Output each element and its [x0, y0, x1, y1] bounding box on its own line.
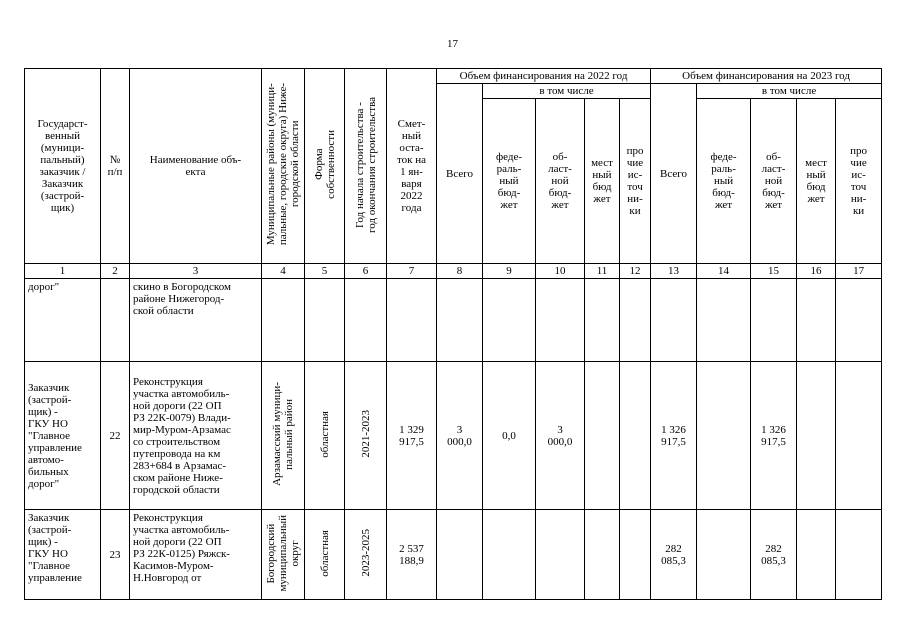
cell-customer: дорог"	[25, 279, 101, 362]
col-num-11: 11	[585, 264, 620, 279]
cell-num	[101, 279, 130, 362]
header-financing-2022-text: Объем финансирования на 2022 год	[459, 70, 628, 82]
cell-2023-other	[836, 279, 882, 362]
header-2022-local-text: мест ный бюд жет	[591, 157, 613, 205]
header-2023-other-text: про чие ис- точ ни- ки	[850, 145, 868, 217]
header-2022-other	[620, 99, 651, 264]
cell-2022-other	[620, 510, 651, 600]
header-years-text: Год начала строительства - год окончания строительства	[353, 96, 378, 233]
table-row	[25, 510, 882, 600]
col-num-2: 2	[101, 264, 130, 279]
cell-years-text: 2021-2023	[359, 410, 372, 458]
cell-district	[262, 510, 305, 600]
cell-balance	[387, 279, 437, 362]
cell-2023-regional: 1 326 917,5	[751, 362, 797, 510]
cell-ownership	[305, 279, 345, 362]
cell-2022-regional	[536, 279, 585, 362]
table-row	[25, 279, 882, 362]
header-2022-regional-text: об- ласт- ной бюд- жет	[548, 151, 572, 211]
header-2022-including	[483, 84, 651, 99]
col-num-15: 15	[751, 264, 797, 279]
cell-2022-local	[585, 362, 620, 510]
cell-ownership	[305, 362, 345, 510]
cell-2022-local	[585, 510, 620, 600]
cell-2023-total	[651, 279, 697, 362]
column-numbers-row	[25, 264, 882, 279]
col-num-13: 13	[651, 264, 697, 279]
cell-2022-federal	[483, 510, 536, 600]
col-num-9: 9	[483, 264, 536, 279]
header-2022-total-text: Всего	[446, 167, 473, 180]
cell-2023-total: 1 326 917,5	[651, 362, 697, 510]
cell-years-text: 2023-2025	[359, 529, 372, 577]
cell-ownership-text: областная	[318, 410, 331, 458]
header-estimated-balance-text: Смет- ный оста- ток на 1 ян- варя 2022 года	[396, 118, 427, 214]
cell-2022-federal: 0,0	[483, 362, 536, 510]
header-2022-total	[437, 84, 483, 264]
cell-customer: Заказчик (застрой- щик) - ГКУ НО "Главное управление	[25, 510, 101, 600]
cell-years	[345, 362, 387, 510]
cell-2023-local	[797, 279, 836, 362]
cell-2023-local	[797, 362, 836, 510]
header-2023-federal	[697, 99, 751, 264]
cell-ownership	[305, 510, 345, 600]
cell-num: 23	[101, 510, 130, 600]
header-2023-local-text: мест ный бюд жет	[805, 157, 827, 205]
header-2023-including-text: в том числе	[761, 85, 817, 97]
cell-2023-other	[836, 510, 882, 600]
cell-years	[345, 510, 387, 600]
cell-2022-federal	[483, 279, 536, 362]
cell-num: 22	[101, 362, 130, 510]
col-num-17: 17	[836, 264, 882, 279]
cell-2023-federal	[697, 510, 751, 600]
header-2023-other	[836, 99, 882, 264]
header-ownership	[305, 69, 345, 264]
header-object-name-text: Наименование объ- екта	[149, 154, 242, 178]
cell-2022-regional	[536, 510, 585, 600]
cell-object: Реконструкция участка автомобиль- ной дороги (22 ОП РЗ 22К-0125) Ряжск- Касимов-Муром- Н.Новгород от	[130, 510, 262, 600]
header-districts-text: Муниципальные районы (муници- пальные, городские округа) Ниже- городской области	[265, 83, 301, 246]
cell-2023-regional	[751, 279, 797, 362]
cell-customer: Заказчик (застрой- щик) - ГКУ НО "Главное управление автомо- бильных дорог"	[25, 362, 101, 510]
header-districts	[262, 69, 305, 264]
col-num-8: 8	[437, 264, 483, 279]
header-financing-2023-text: Объем финансирования на 2023 год	[682, 70, 850, 82]
cell-2023-federal	[697, 279, 751, 362]
header-2022-other-text: про чие ис- точ ни- ки	[626, 145, 644, 217]
header-2022-federal-text: феде- раль- ный бюд- жет	[495, 151, 522, 211]
col-num-10: 10	[536, 264, 585, 279]
col-num-1: 1	[25, 264, 101, 279]
col-num-5: 5	[305, 264, 345, 279]
header-num	[101, 69, 130, 264]
header-financing-2022	[437, 69, 651, 84]
header-ownership-text: Форма собственности	[312, 130, 337, 199]
cell-district-text: Арзамасский муници- пальный район	[271, 382, 295, 486]
header-num-text: № п/п	[107, 154, 123, 178]
cell-2022-other	[620, 362, 651, 510]
col-num-6: 6	[345, 264, 387, 279]
page-number: 17	[447, 38, 458, 50]
cell-2022-total: 3 000,0	[437, 362, 483, 510]
cell-2023-local	[797, 510, 836, 600]
cell-district	[262, 362, 305, 510]
header-object-name	[130, 69, 262, 264]
cell-ownership-text: областная	[318, 529, 331, 577]
header-2023-federal-text: феде- раль- ный бюд- жет	[710, 151, 737, 211]
header-financing-2023	[651, 69, 882, 84]
cell-years	[345, 279, 387, 362]
header-2023-local	[797, 99, 836, 264]
col-num-14: 14	[697, 264, 751, 279]
header-2022-federal	[483, 99, 536, 264]
cell-2022-other	[620, 279, 651, 362]
cell-2022-total	[437, 510, 483, 600]
header-2023-regional	[751, 99, 797, 264]
header-customer	[25, 69, 101, 264]
cell-2022-total	[437, 279, 483, 362]
cell-balance: 2 537 188,9	[387, 510, 437, 600]
header-2022-regional	[536, 99, 585, 264]
cell-2022-local	[585, 279, 620, 362]
cell-district	[262, 279, 305, 362]
col-num-7: 7	[387, 264, 437, 279]
col-num-16: 16	[797, 264, 836, 279]
header-2022-local	[585, 99, 620, 264]
header-customer-text: Государст- венный (муници- пальный) заказчик / Заказчик (застрой- щик)	[37, 118, 88, 214]
header-2023-total-text: Всего	[660, 167, 688, 180]
col-num-4: 4	[262, 264, 305, 279]
cell-2023-regional: 282 085,3	[751, 510, 797, 600]
header-2023-regional-text: об- ласт- ной бюд- жет	[761, 151, 786, 211]
cell-2022-regional: 3 000,0	[536, 362, 585, 510]
cell-2023-total: 282 085,3	[651, 510, 697, 600]
col-num-3: 3	[130, 264, 262, 279]
cell-2023-other	[836, 362, 882, 510]
cell-2023-federal	[697, 362, 751, 510]
cell-balance: 1 329 917,5	[387, 362, 437, 510]
table-row	[25, 362, 882, 510]
header-2022-including-text: в том числе	[539, 85, 594, 97]
header-2023-total	[651, 84, 697, 264]
financing-table	[24, 68, 882, 600]
header-estimated-balance	[387, 69, 437, 264]
cell-district-text: Богородский муниципальный округ	[265, 514, 301, 592]
cell-object: скино в Богородском районе Нижегород- ской области	[130, 279, 262, 362]
header-2023-including	[697, 84, 882, 99]
header-years	[345, 69, 387, 264]
col-num-12: 12	[620, 264, 651, 279]
cell-object: Реконструкция участка автомобиль- ной дороги (22 ОП РЗ 22К-0079) Влади- мир-Муром-Арзамас со строительством путепровода на км 283+684 в Арзамас- ском районе Ниже- городской области	[130, 362, 262, 510]
